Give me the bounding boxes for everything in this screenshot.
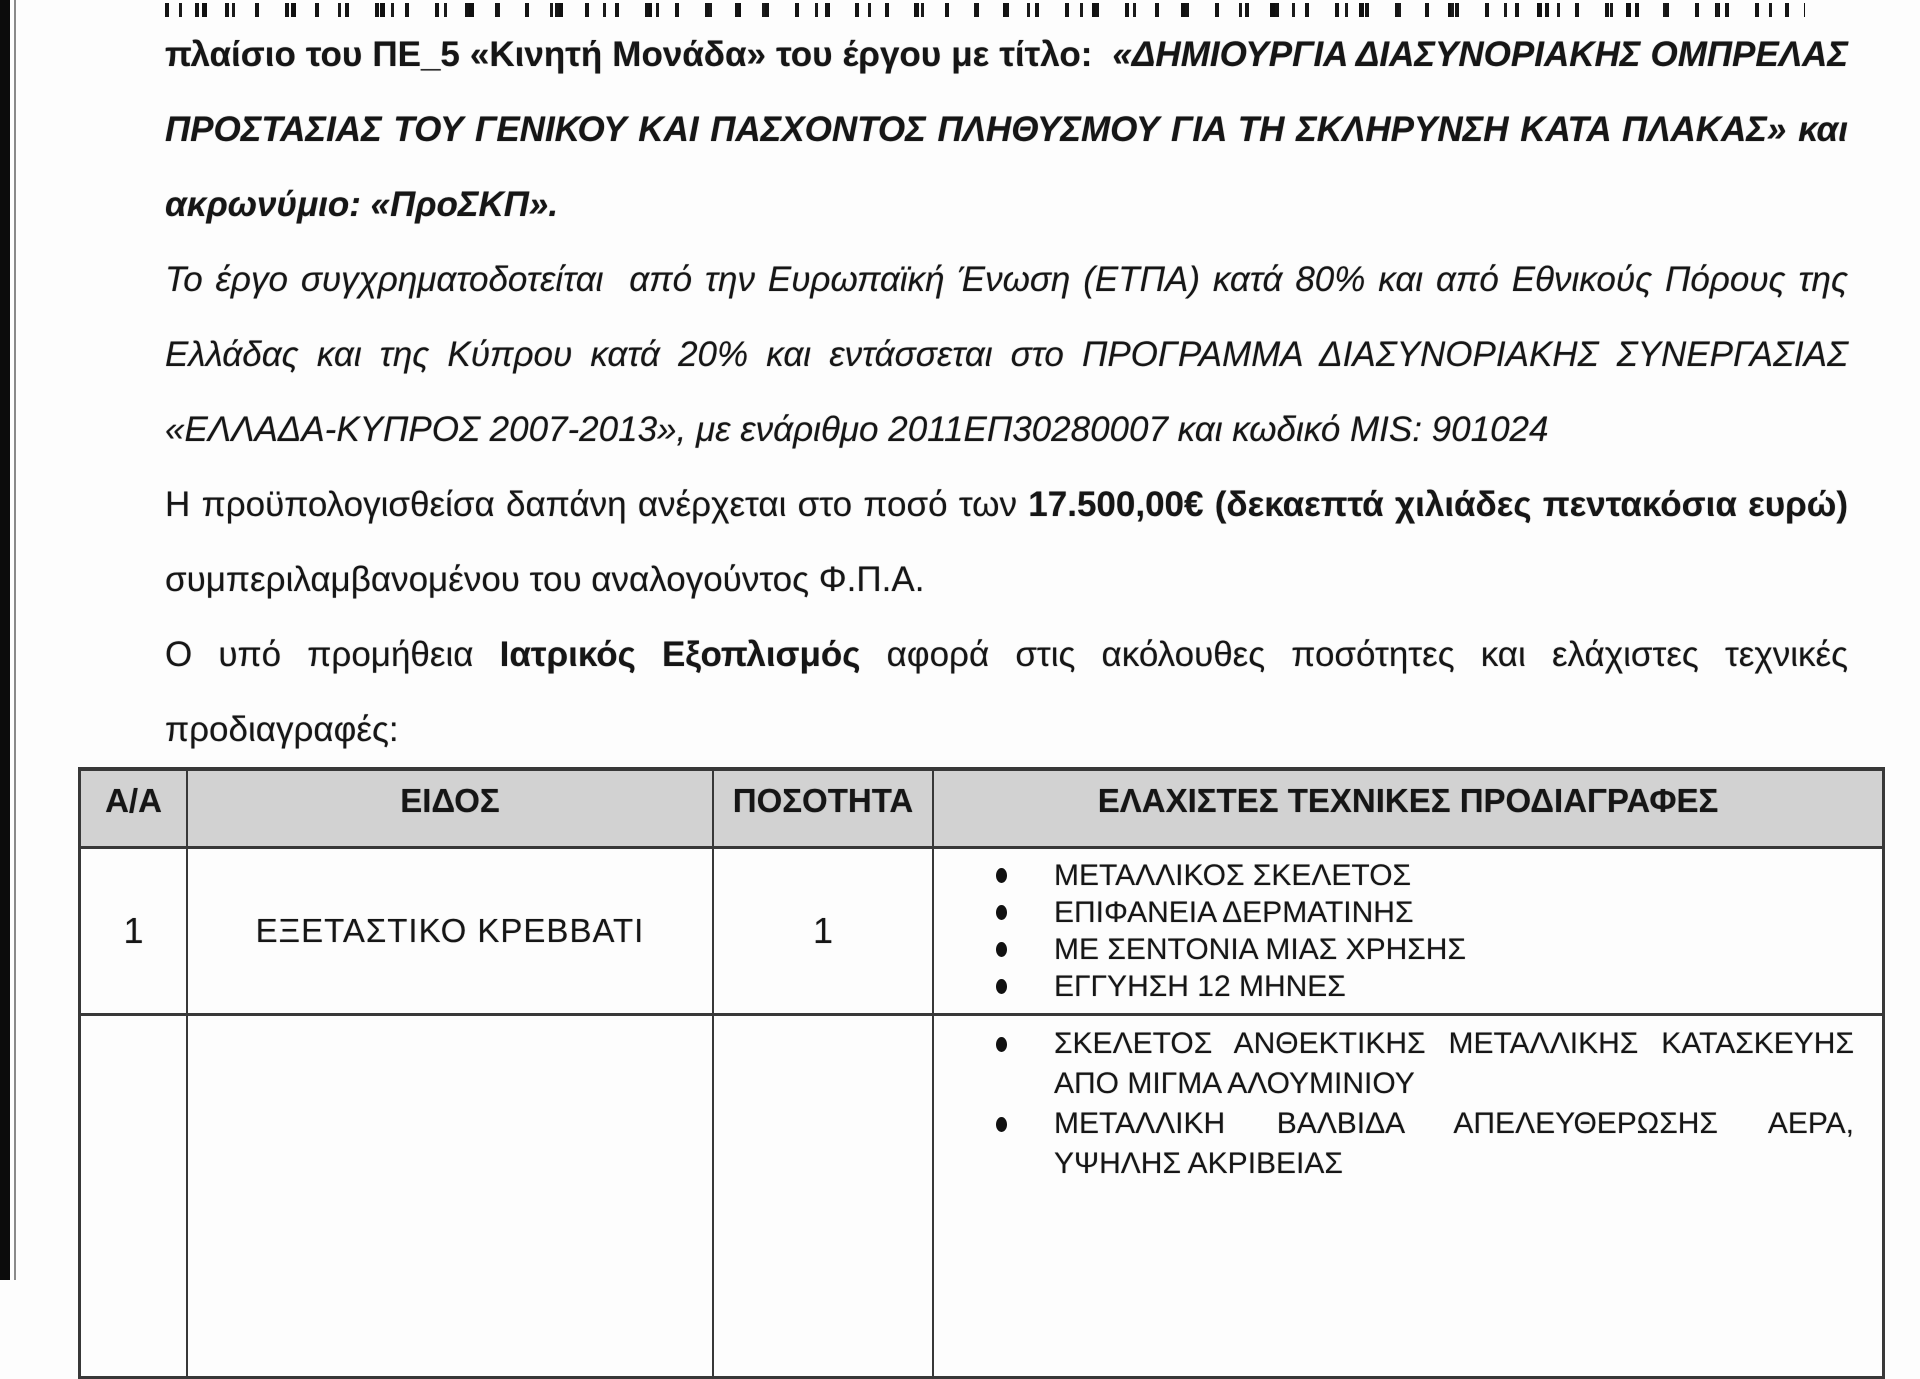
spec-item: ΜΕΤΑΛΛΙΚΟΣ ΣΚΕΛΕΤΟΣ — [1054, 857, 1854, 894]
paragraph-budget — [165, 467, 1858, 617]
row1-item: ΕΞΕΤΑΣΤΙΚΟ ΚΡΕΒΒΑΤΙ — [188, 849, 714, 1016]
row2-specs — [934, 1016, 1882, 1376]
spec-item: ΕΓΓΥΗΣΗ 12 ΜΗΝΕΣ — [1054, 968, 1854, 1005]
table-row — [81, 849, 1882, 1016]
equipment-name-text: Ιατρικός Εξοπλισμός — [499, 635, 861, 674]
row1-aa: 1 — [81, 849, 188, 1016]
table-row — [81, 1016, 1882, 1376]
budget-amount-text: 17.500,00€ (δεκαεπτά χιλιάδες πεντακόσια ευρώ) — [1028, 485, 1848, 524]
project-context-text: πλαίσιο του ΠΕ_5 «Κινητή Μονάδα» του έργου με τίτλο: — [165, 35, 1113, 74]
project-title-text: «ΔΗΜΙΟΥΡΓΙΑ ΔΙΑΣΥΝΟΡΙΑΚΗΣ ΟΜΠΡΕΛΑΣ ΠΡΟΣΤΑΣΙΑΣ ΤΟΥ ΓΕΝΙΚΟΥ ΚΑΙ ΠΑΣΧΟΝΤΟΣ ΠΛΗΘΥΣΜΟΥ ΓΙΑ ΤΗ ΣΚΛΗΡΥΝΣΗ ΚΑΤΑ ΠΛΑΚΑΣ» — [165, 35, 1858, 149]
table-header-row — [81, 771, 1882, 849]
row1-specs — [934, 849, 1882, 1016]
row1-quantity: 1 — [714, 849, 934, 1016]
budget-tail-text: συμπεριλαμβανομένου του αναλογούντος Φ.Π.Α. — [165, 485, 1858, 599]
funding-text: Το έργο συγχρηματοδοτείται από την Ευρωπαϊκή Ένωση (ΕΤΠΑ) κατά 80% και από Εθνικούς Πόρους της Ελλάδας και της Κύπρου κατά 20% και εντάσσεται στο ΠΡΟΓΡΑΜΜΑ ΔΙΑΣΥΝΟΡΙΑΚΗΣ ΣΥΝΕΡΓΑΣΙΑΣ «ΕΛΛΑΔΑ-ΚΥΠΡΟΣ 2007-2013», με ενάριθμο 2011ΕΠ30280007 και κωδικό MIS: 901024 — [165, 260, 1858, 449]
spec-item: ΜΕ ΣΕΝΤΟΝΙΑ ΜΙΑΣ ΧΡΗΣΗΣ — [1054, 931, 1854, 968]
budget-lead-text: Η προϋπολογισθείσα δαπάνη ανέρχεται στο ποσό των — [165, 485, 1029, 524]
row1-specs-list — [934, 857, 1854, 1005]
header-specs: ΕΛΑΧΙΣΤΕΣ ΤΕΧΝΙΚΕΣ ΠΡΟΔΙΑΓΡΑΦΕΣ — [934, 771, 1882, 849]
project-acronym-text: και ακρωνύμιο: «ΠροΣΚΠ». — [165, 110, 1858, 224]
equipment-tail-text: αφορά στις ακόλουθες ποσότητες και ελάχιστες τεχνικές προδιαγραφές: — [165, 635, 1858, 749]
equipment-table — [78, 767, 1885, 1379]
spec-item: ΣΚΕΛΕΤΟΣ ΑΝΘΕΚΤΙΚΗΣ ΜΕΤΑΛΛΙΚΗΣ ΚΑΤΑΣΚΕΥΗΣ ΑΠΟ ΜΙΓΜΑ ΑΛΟΥΜΙΝΙΟΥ — [1054, 1024, 1854, 1104]
cropped-text-line — [165, 3, 1805, 17]
spec-item: ΕΠΙΦΑΝΕΙΑ ΔΕΡΜΑΤΙΝΗΣ — [1054, 894, 1854, 931]
paragraph-equipment-intro — [165, 617, 1858, 767]
header-item: ΕΙΔΟΣ — [188, 771, 714, 849]
header-quantity: ΠΟΣΟΤΗΤΑ — [714, 771, 934, 849]
equipment-lead-text: Ο υπό προμήθεια — [165, 635, 500, 674]
spec-item: ΜΕΤΑΛΛΙΚΗ ΒΑΛΒΙΔΑ ΑΠΕΛΕΥΘΕΡΩΣΗΣ ΑΕΡΑ, ΥΨΗΛΗΣ ΑΚΡΙΒΕΙΑΣ — [1054, 1104, 1854, 1184]
paragraph-funding — [165, 242, 1858, 467]
row2-aa — [81, 1016, 188, 1376]
header-aa: Α/Α — [81, 771, 188, 849]
row2-specs-list — [934, 1024, 1854, 1184]
row2-quantity — [714, 1016, 934, 1376]
row2-item — [188, 1016, 714, 1376]
paragraph-project-title — [165, 17, 1858, 242]
